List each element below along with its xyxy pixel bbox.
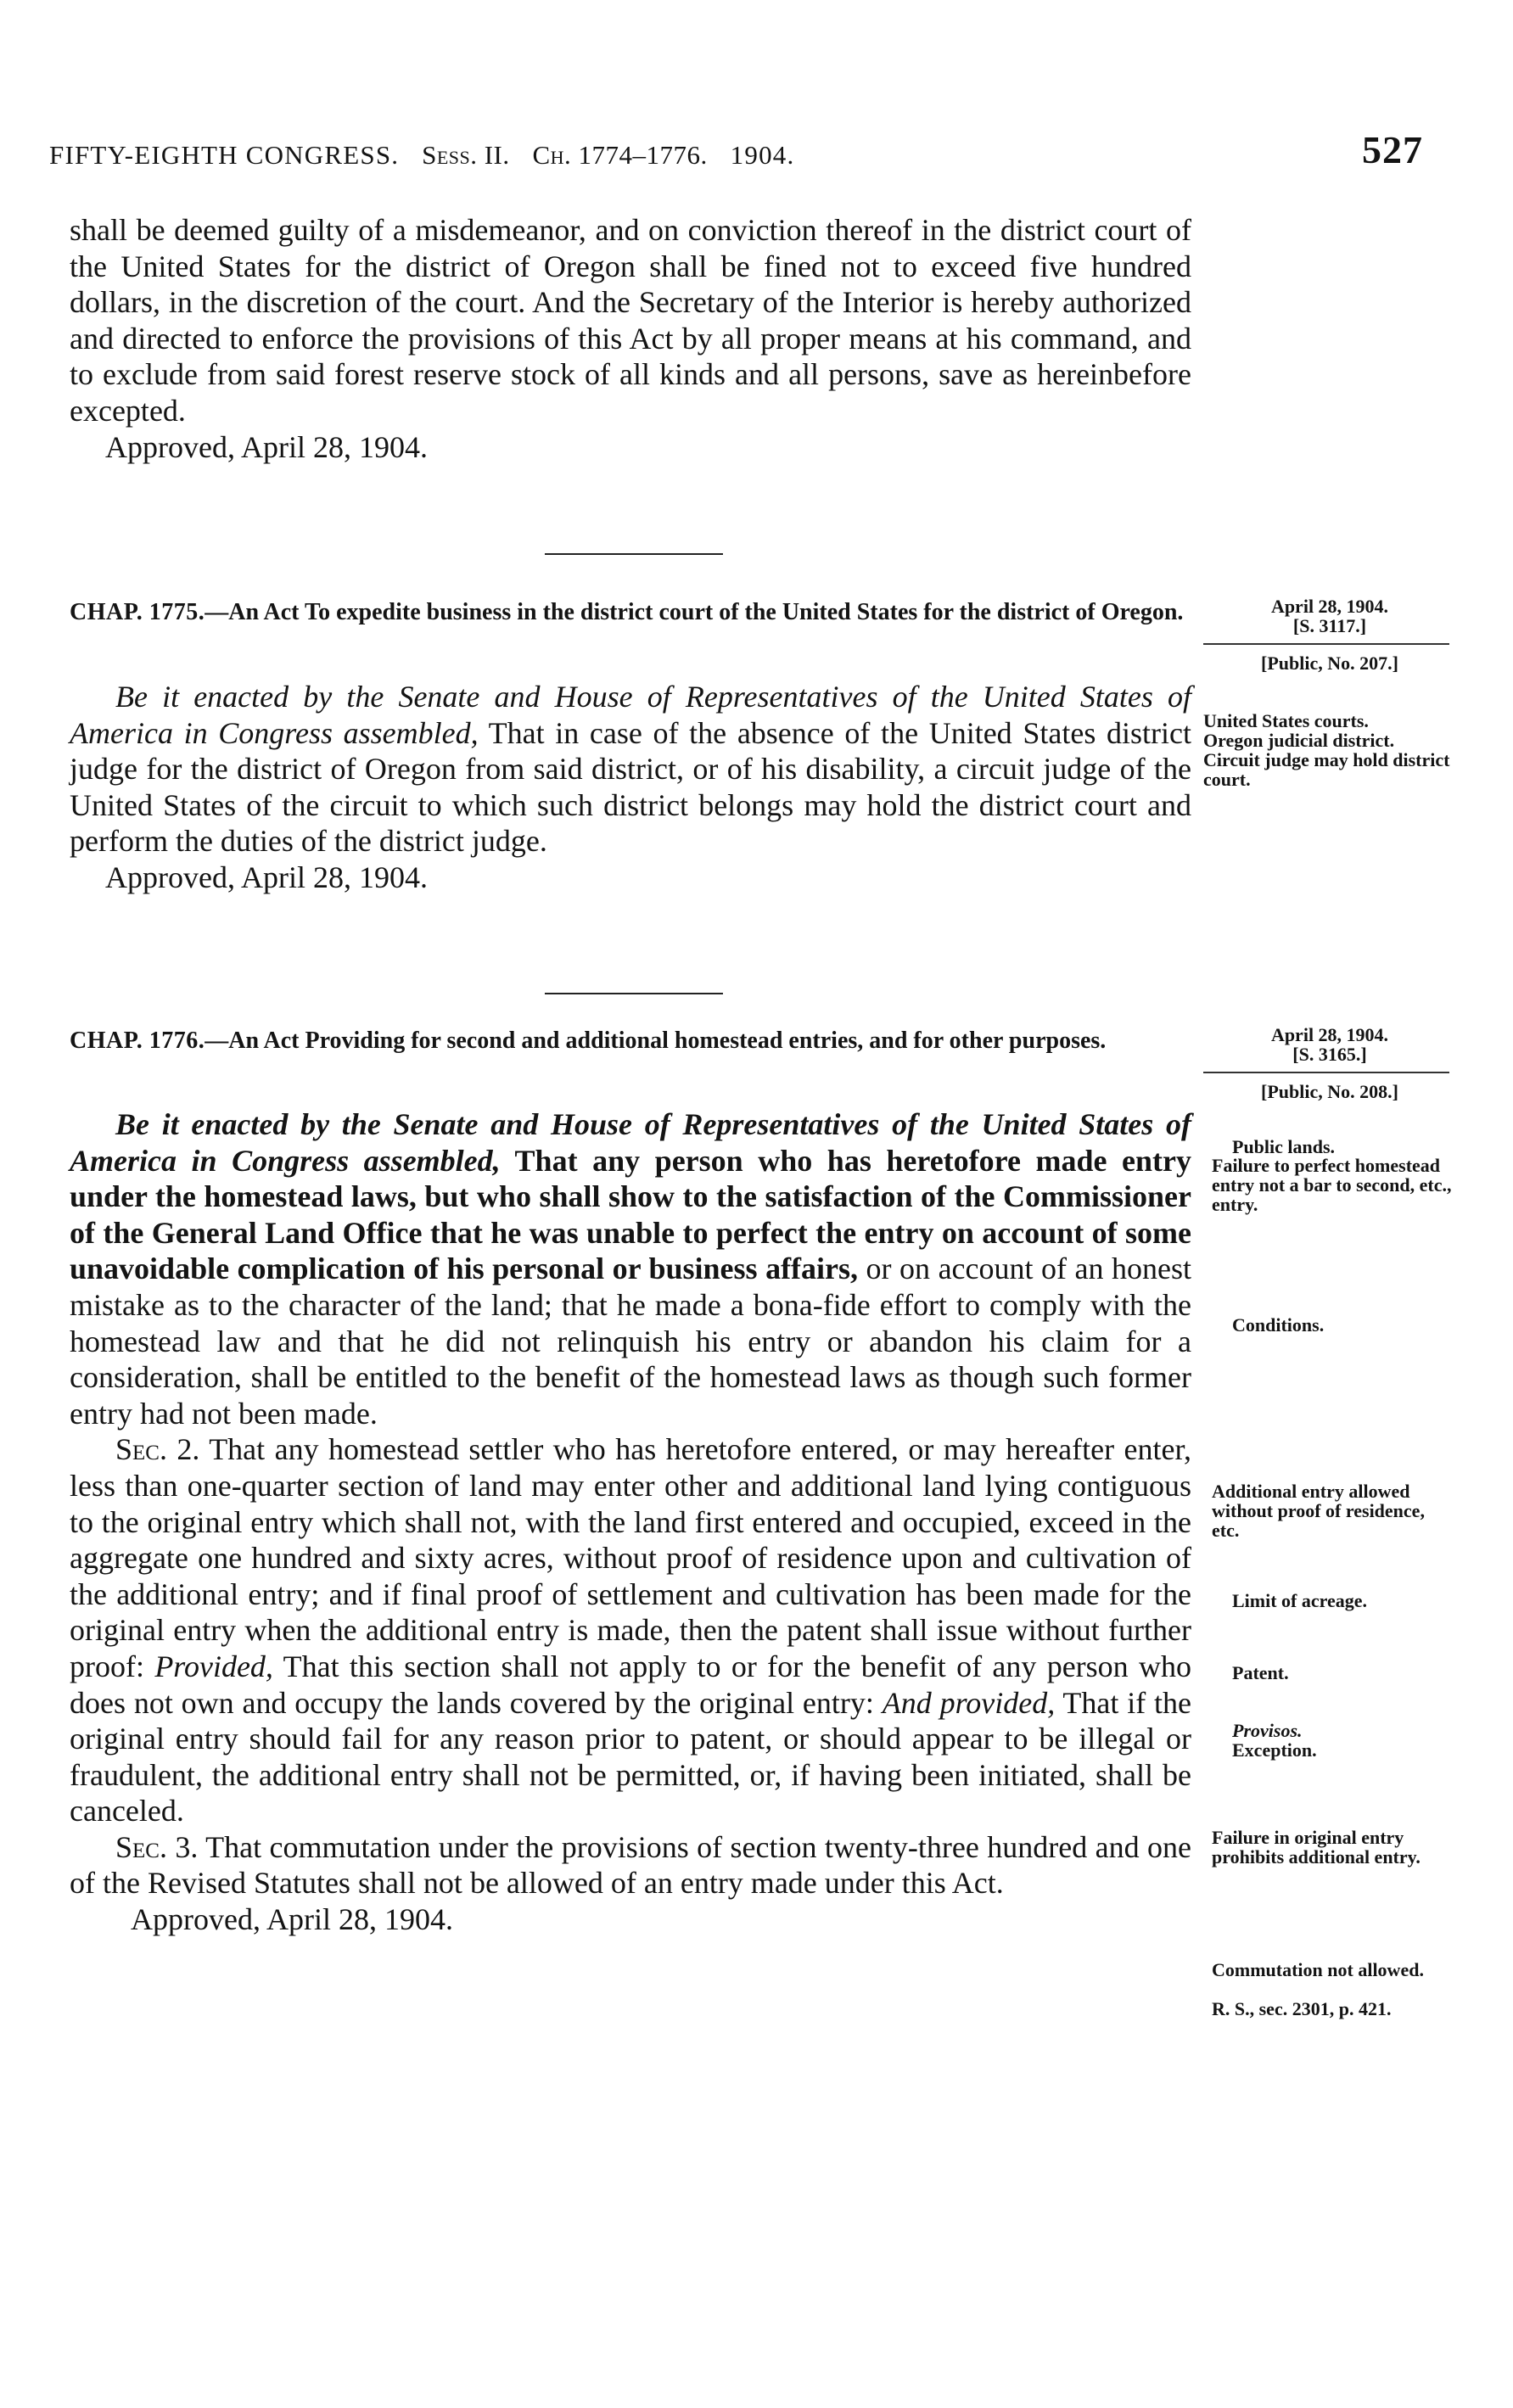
chap-1776-sec1-bold: That any person who has heretofore made entry under the homestead laws, but who shall show to the satisfaction of the Commissioner of the General Land Office that he was unable to perfect the entry on account of some unavoidable complication of his personal or business affairs, [70,1143,1191,1286]
chap-1775-public-law: [Public, No. 207.] [1261,652,1398,674]
chap-1776-label: CHAP. 1776. [70,1028,205,1054]
sec-2-text-c: That if the original entry should fail for any reason prior to patent, or should appear to be illegal or fraudulent, the additional entry shall not be permitted, or, if having been initiated, shall be canceled. [70,1685,1192,1828]
sidenote-provisos: Provisos. [1232,1720,1303,1741]
sidenote-provisos-block [1203,1721,1456,1760]
chap-1775-body [70,679,1191,896]
sidenote-patent: Patent. [1232,1662,1289,1683]
sec-2-text-b: That this section shall not apply to or for the benefit of any person who does not own and occupy the lands covered by the original entry: [70,1649,1191,1720]
sidenote-failure-to-perfect: Failure to perfect homestead entry not a bar to second, etc., entry. [1212,1155,1452,1215]
chap-1775-enacting-clause: Be it enacted by the Senate and House of Representatives of the United States of America in Congress assembled, [70,680,1191,750]
chap-1776-sec1-rest: or on account of an honest mistake as to the character of the land; that he made a bona-fide effort to comply with the homestead law and that he did not relinquish his entry or abandon his claim for a consideration, shall be entitled to the benefit of the homestead laws as though such former entry had not been made. [70,1252,1192,1431]
continuation-paragraph: shall be deemed guilty of a misdemeanor, and on conviction thereof in the district court of the United States for the district of Oregon shall be fined not to exceed five hundred dollars, in the discretion of the court. And the Secretary of the Interior is hereby authorized and directed to enforce the provisions of this Act by all proper means at his command, and to exclude from said forest reserve stock of all kinds and all persons, save as hereinbefore excepted. [70,213,1191,428]
margin-rule [1203,643,1449,645]
sidenote-additional-entry: Additional entry allowed without proof of residence, etc. [1212,1481,1425,1541]
sidenote-united-states-courts: United States courts. [1203,710,1369,731]
sidenote-limit-of-acreage: Limit of acreage. [1232,1590,1368,1611]
sidenote-failure-in-original: Failure in original entry prohibits additional entry. [1212,1827,1421,1868]
chap-1775-bill: [S. 3117.] [1292,615,1367,636]
sidenote-circuit-judge: Circuit judge may hold district court. [1203,749,1450,790]
chap-1776-margin-date [1203,1025,1456,1064]
page-number: 527 [1362,128,1423,171]
sidenote-exception: Exception. [1232,1739,1317,1761]
sec-2-proviso-1: Provided, [154,1649,273,1683]
sidenote-commutation: Commutation not allowed. [1212,1959,1424,1980]
continuation-section [70,212,1191,465]
header-title: FIFTY-EIGHTH CONGRESS. [49,140,400,170]
section-divider [545,993,723,994]
chap-1775-sidenotes [1203,711,1456,789]
chap-1776-section-2 [70,1431,1191,1829]
sec-2-label: Sec. 2. [115,1432,200,1467]
sidenote-public-lands: Public lands. [1232,1136,1336,1157]
chap-1775-label: CHAP. 1775. [70,599,205,625]
chap-1776-heading [70,1027,1191,1056]
header-year: 1904. [730,140,795,170]
chap-1776-enacting-clause: Be it enacted by the Senate and House of Representatives of the United States of America in Congress assembled, [70,1107,1191,1178]
chap-1776-section-1 [70,1106,1191,1431]
chap-1775-approved: Approved, April 28, 1904. [105,860,428,894]
chap-1776-bill: [S. 3165.] [1292,1044,1367,1065]
chap-1775-date: April 28, 1904. [1270,596,1389,617]
sidenote-oregon-district: Oregon judicial district. [1203,730,1395,751]
chap-1775-paragraph [70,679,1191,860]
sec-3-text: That commutation under the provisions of section twenty-three hundred and one of the Revised Statutes shall not be allowed of an entry made under this Act. [70,1829,1192,1901]
chap-1776-body [70,1106,1191,1938]
header-session: Sess. II. [422,140,510,170]
chap-1776-date: April 28, 1904. [1270,1024,1389,1045]
chap-1776-public-law: [Public, No. 208.] [1261,1081,1398,1102]
continuation-approved: Approved, April 28, 1904. [105,429,428,464]
chap-1775-margin-date [1203,596,1456,636]
running-header [49,140,794,171]
chap-1775-heading [70,598,1191,627]
sec-3-label: Sec. 3. [115,1829,199,1864]
chap-1776-approved: Approved, April 28, 1904. [131,1902,453,1937]
section-divider [545,553,723,555]
sec-2-text-a: That any homestead settler who has heretofore entered, or may hereafter enter, less than one-quarter section of land may enter other and additional land lying contiguous to the original entry which shall not, with the land first entered and occupied, exceed in the aggregate one hundred and sixty acres, without proof of residence upon and cultivation of the additional entry; and if final proof of settlement and cultivation has been made for the original entry when the additional entry is made, then the patent shall issue without further proof: [70,1432,1191,1683]
sidenote-revised-statutes: R. S., sec. 2301, p. 421. [1212,1998,1392,2019]
sidenote-conditions: Conditions. [1232,1314,1325,1336]
margin-rule [1203,1072,1449,1073]
chap-1775-title: —An Act To expedite business in the district court of the United States for the district of Oregon. [205,599,1184,625]
chap-1776-section-3 [70,1829,1191,1901]
sec-2-proviso-2: And provided, [882,1685,1056,1720]
header-chapters: Ch. 1774–1776. [532,140,708,170]
chap-1775-text: That in case of the absence of the United States district judge for the district of Oregon from said district, or of his disability, a circuit judge of the United States of the circuit to which such district belongs may hold the district court and perform the duties of the district judge. [70,715,1191,859]
chap-1776-title: —An Act Providing for second and additional homestead entries, and for other purposes. [205,1028,1107,1054]
